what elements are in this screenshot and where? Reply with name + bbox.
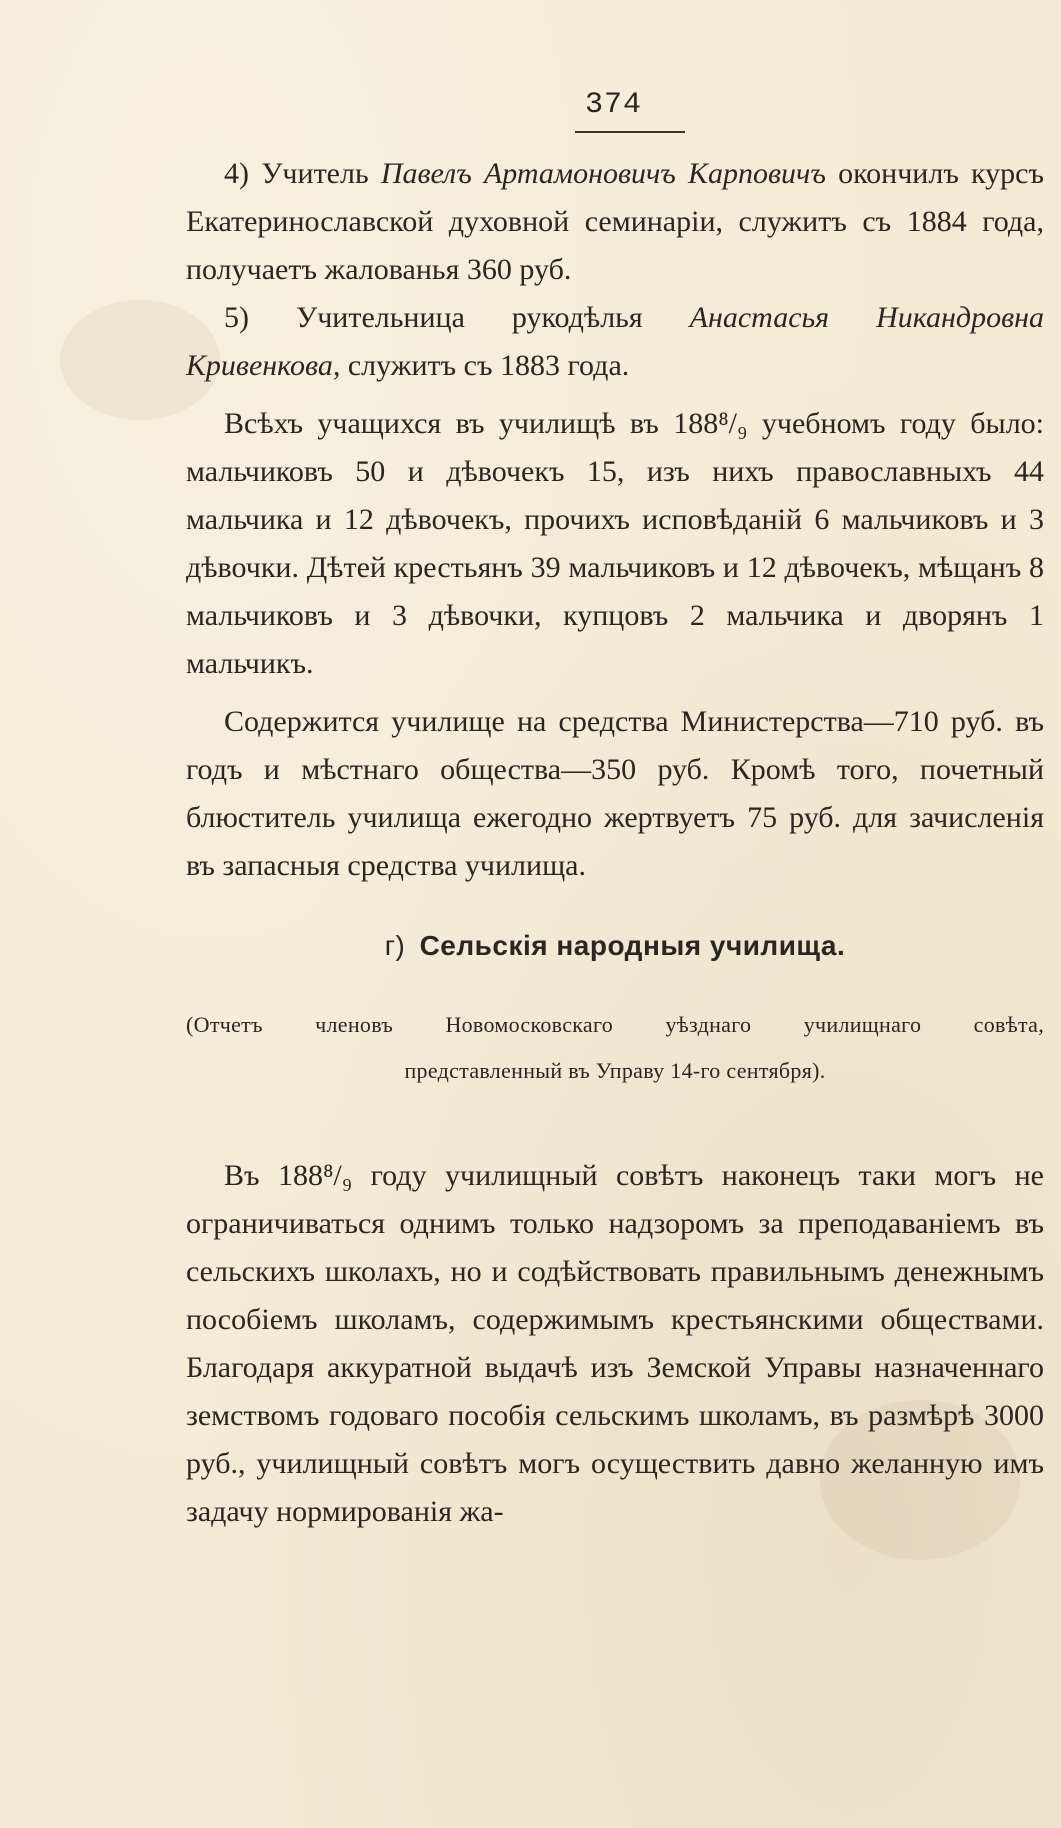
- section-title: Сельскія народныя училища.: [419, 930, 846, 961]
- report-note: [186, 1002, 1044, 1094]
- paragraph-funding: Содержится училище на средства Министерства—710 руб. въ годъ и мѣстнаго общества—350 руб. Кромѣ того, почетный блюститель училища ежегодно жертвуетъ 75 руб. для зачисленія въ запасныя средства училища.: [186, 705, 1044, 882]
- report-note-line-1: (Отчетъ членовъ Новомосковскаго уѣзднаго училищнаго совѣта,: [186, 1012, 1044, 1037]
- teacher-name: Анастасья Никандровна Кривенкова,: [186, 301, 1044, 382]
- page-content: [186, 150, 1044, 1536]
- paragraph-text: 4) Учитель: [224, 157, 369, 190]
- paragraph-text: окончилъ курсъ Екатеринославской духовной семинаріи, служитъ съ 1884 года, получаетъ жалованья 360 руб.: [186, 157, 1045, 286]
- section-letter: г): [384, 930, 406, 961]
- paragraph-text: служитъ съ 1883 года.: [347, 349, 630, 382]
- report-note-line-2: представленный въ Управу 14-го сентября).: [404, 1058, 826, 1083]
- paragraph-text: 5) Учительница рукодѣлья: [224, 301, 643, 334]
- paragraph-teacher-krivenkova: [186, 294, 1044, 390]
- section-body: [186, 1152, 1044, 1536]
- page-number-underline: [575, 131, 685, 133]
- teacher-name: Павелъ Артамоновичъ Карповичъ: [380, 157, 826, 190]
- paragraph-teacher-karpovich: [186, 150, 1044, 294]
- section-heading: [186, 918, 1044, 974]
- paragraph-council-report: Въ 188⁸/₉ году училищный совѣтъ наконецъ таки могъ не ограничиваться однимъ только надзоромъ за преподаваніемъ въ сельскихъ школахъ, но и содѣйствовать правильнымъ денежнымъ пособіемъ школамъ, содержимымъ крестьянскими обществами. Благодаря аккуратной выдачѣ изъ Земской Управы назначеннаго земствомъ годоваго пособія сельскимъ школамъ, въ размѣрѣ 3000 руб., училищный совѣтъ могъ осуществить давно желанную имъ задачу нормированія жа-: [186, 1159, 1044, 1528]
- paragraph-student-counts: Всѣхъ учащихся въ училищѣ въ 188⁸/₉ учебномъ году было: мальчиковъ 50 и дѣвочекъ 15, изъ нихъ православныхъ 44 мальчика и 12 дѣвочекъ, прочихъ исповѣданій 6 мальчиковъ и 3 дѣвочки. Дѣтей крестьянъ 39 мальчиковъ и 12 дѣвочекъ, мѣщанъ 8 мальчиковъ и 3 дѣвочки, купцовъ 2 мальчика и дворянъ 1 мальчикъ.: [186, 407, 1044, 680]
- page-number: 374: [585, 88, 643, 122]
